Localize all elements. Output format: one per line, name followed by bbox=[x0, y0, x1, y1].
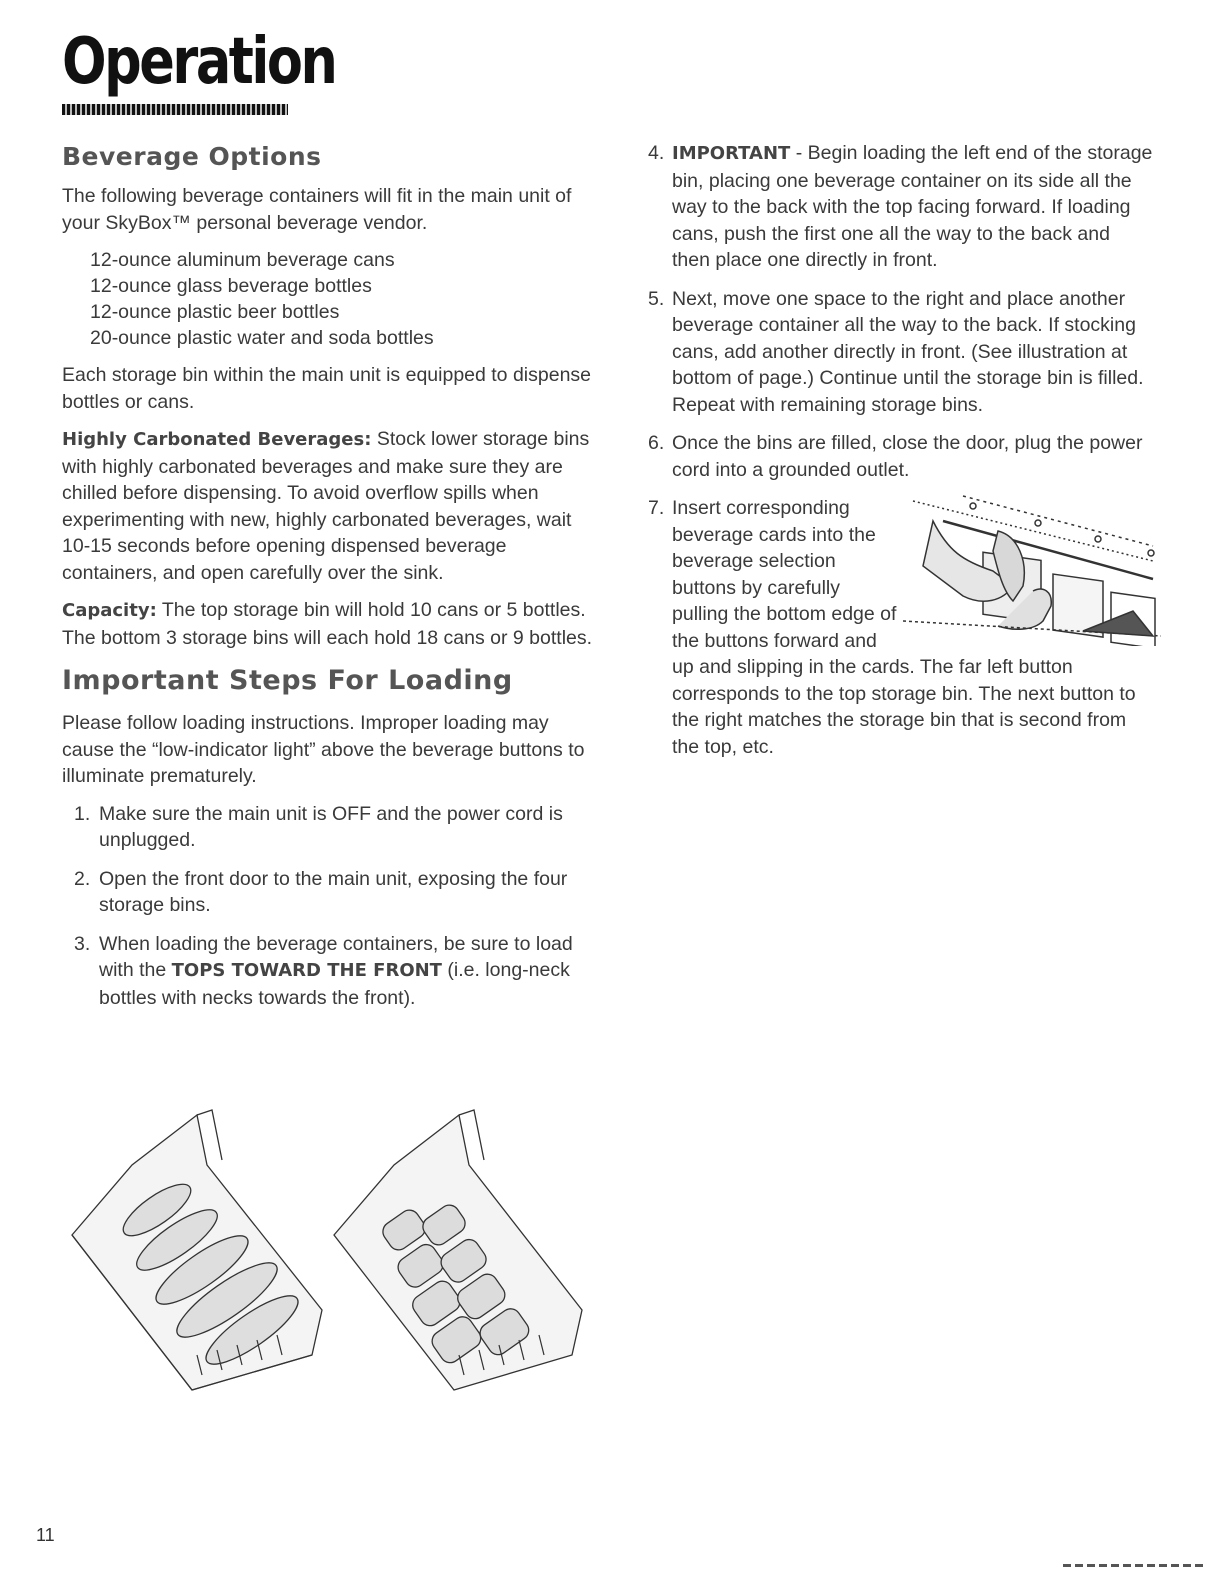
step-number: 4. bbox=[648, 142, 665, 164]
step-number: 5. bbox=[648, 287, 665, 310]
can-bin-illustration-icon bbox=[334, 1110, 582, 1390]
bottle-bin-illustration-icon bbox=[72, 1110, 322, 1390]
step-5 bbox=[648, 286, 1153, 419]
container-list bbox=[90, 247, 602, 351]
step-6 bbox=[648, 430, 1153, 483]
list-item: 12-ounce plastic beer bottles bbox=[90, 301, 340, 323]
page-number: 11 bbox=[36, 1525, 55, 1545]
step-7 bbox=[648, 495, 1153, 760]
capacity-paragraph bbox=[62, 597, 602, 651]
step-text: When loading the beverage containers, be sure to load with the bbox=[99, 932, 573, 981]
step-text: Open the front door to the main unit, exposing the four storage bins. bbox=[99, 867, 568, 916]
beverage-options-intro: The following beverage containers will fit in the main unit of your SkyBox™ personal beverage vendor. bbox=[62, 185, 572, 234]
step-number: 1. bbox=[74, 802, 91, 825]
step-emphasis: TOPS TOWARD THE FRONT bbox=[171, 960, 442, 981]
title-rule bbox=[62, 104, 288, 115]
step-1 bbox=[74, 801, 602, 854]
list-item: 20-ounce plastic water and soda bottles bbox=[90, 327, 434, 349]
step-number: 6. bbox=[648, 432, 665, 454]
loading-steps-right bbox=[648, 140, 1153, 760]
list-item: 12-ounce aluminum beverage cans bbox=[90, 249, 395, 271]
right-column bbox=[648, 140, 1153, 772]
step-text: Once the bins are filled, close the door, plug the power cord into a grounded outlet. bbox=[672, 432, 1143, 481]
carbonated-label: Highly Carbonated Beverages: bbox=[62, 429, 372, 450]
step-text: Make sure the main unit is OFF and the power cord is unplugged. bbox=[99, 802, 563, 851]
card-insert-illustration-icon bbox=[903, 491, 1161, 646]
loading-heading: Important Steps For Loading bbox=[62, 665, 513, 696]
storage-note: Each storage bin within the main unit is equipped to dispense bottles or cans. bbox=[62, 364, 592, 413]
step-4 bbox=[648, 140, 1153, 274]
capacity-text: The top storage bin will hold 10 cans or 5 bottles. The bottom 3 storage bins will each hold 18 cans or 9 bottles. bbox=[62, 599, 593, 649]
capacity-label: Capacity: bbox=[62, 600, 157, 621]
step-text: Next, move one space to the right and place another beverage container all the way to the back. If stocking cans, add another directly in front. (See illustration at bottom of page.) Continue until the storage bin is filled. Repeat with remaining storage bins. bbox=[672, 287, 1144, 416]
carbonated-paragraph bbox=[62, 426, 602, 586]
step-3 bbox=[74, 931, 602, 1012]
loading-steps-left bbox=[62, 801, 602, 1012]
step-2 bbox=[74, 866, 602, 919]
footer-mark bbox=[1063, 1564, 1203, 1567]
beverage-options-heading: Beverage Options bbox=[62, 142, 322, 171]
step-number: 3. bbox=[74, 932, 91, 955]
step-number: 2. bbox=[74, 867, 91, 890]
list-item: 12-ounce glass beverage bottles bbox=[90, 275, 372, 297]
page-title: Operation bbox=[62, 25, 336, 99]
step-text: - Begin loading the left end of the storage bin, placing one beverage container on its side all the way to the back with the top facing forward. If loading cans, push the first one all the way to the back and then place one directly in front. bbox=[672, 142, 1153, 271]
loading-intro: Please follow loading instructions. Improper loading may cause the “low-indicator light” above the beverage buttons to illuminate prematurely. bbox=[62, 712, 585, 787]
step-emphasis: IMPORTANT bbox=[672, 143, 791, 164]
left-column bbox=[62, 140, 602, 1023]
step-text: (i.e. long-neck bottles with necks towards the front). bbox=[99, 959, 570, 1009]
step-text: Insert corresponding beverage cards into the beverage selection buttons by carefully pulling the bottom edge of the buttons forward and up and slipping in the cards. The far left button corresponds to the top storage bin. The next button to the right matches the storage bin that is second from the top, etc. bbox=[672, 497, 1136, 758]
step-number: 7. bbox=[648, 497, 665, 519]
storage-bin-illustrations bbox=[62, 1105, 602, 1405]
carbonated-text: Stock lower storage bins with highly carbonated beverages and make sure they are chilled before dispensing. To avoid overflow spills when experimenting with new, highly carbonated beverages, wait 10-15 seconds before opening dispensed beverage containers, and open carefully over the sink. bbox=[62, 428, 590, 584]
